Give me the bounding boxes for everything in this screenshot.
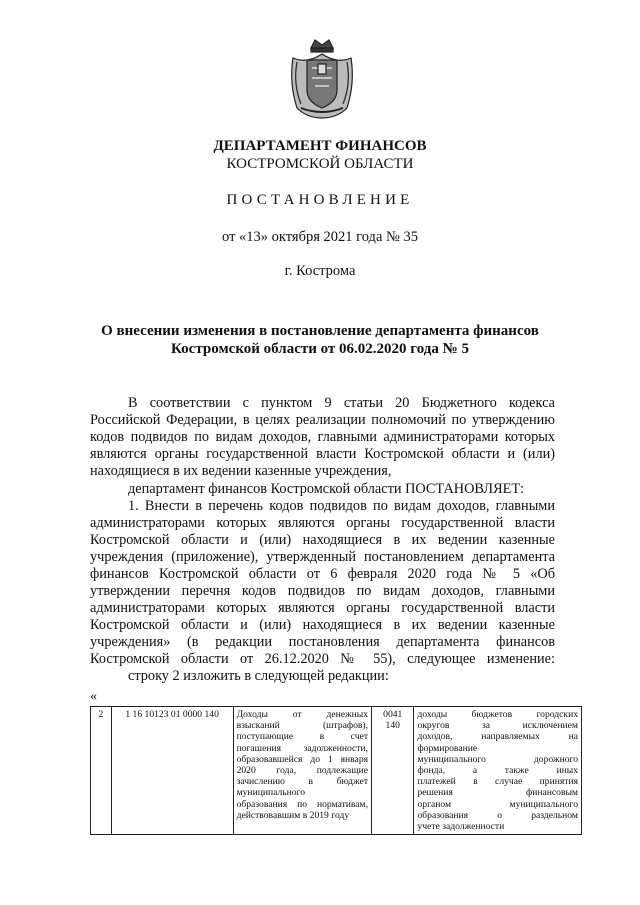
cell-line: муниципального дорожного (417, 753, 578, 765)
cell-line: платежей в случае принятия (417, 776, 578, 788)
cell-line: фонда, а также иных (417, 765, 578, 777)
body-line: финансов Костромской области от 6 февраля 2020 года № 5 «Об (90, 566, 555, 582)
subject-title-cont: Костромской области от 06.02.2020 года № 5 (171, 341, 469, 357)
cell-line: действовавшим в 2019 году (236, 809, 350, 821)
cell-line: поступающие в счет (236, 731, 369, 743)
body-line: администраторами которых являются органы государственной власти (90, 600, 555, 616)
cell-line: решения финансовым (417, 787, 578, 799)
subject-title: О внесении изменения в постановление департамента финансов (101, 323, 539, 339)
coat-of-arms-icon (287, 38, 357, 120)
body-line: 1. Внести в перечень кодов подвидов по видам доходов, главными (128, 498, 555, 514)
body-line: утверждении перечня кодов подвидов по видам доходов, главными (90, 583, 555, 599)
body-line: учреждения» (в редакции постановления департамента финансов (90, 634, 555, 650)
body-line: В соответствии с пунктом 9 статьи 20 Бюджетного кодекса (128, 395, 555, 411)
cell-line: доходов, направляемых на (417, 731, 578, 743)
cell-line: погашения задолженности, (236, 742, 369, 754)
subtype-description (414, 707, 582, 835)
cell-line: взысканий (штрафов), (236, 720, 369, 732)
body-line: строку 2 изложить в следующей редакции: (128, 668, 389, 684)
open-quote: « (90, 689, 97, 704)
cell-line: зачислению в бюджет (236, 776, 369, 788)
body-line: учреждения (приложение), утвержденный постановлением департамента (90, 549, 555, 565)
cell-line: учете задолженности (417, 821, 505, 833)
body-line: Костромской области и (или) находящиеся в их ведении казенные (90, 532, 555, 548)
body-line: являются органы государственной власти Костромской области и (или) (90, 446, 555, 462)
cell-line: Доходы от денежных (236, 709, 369, 720)
document-city: г. Кострома (284, 263, 356, 279)
body-line: кодов подвидов по видам доходов, главными администраторами которых (90, 429, 555, 445)
department-name: ДЕПАРТАМЕНТ ФИНАНСОВ (213, 138, 427, 154)
body-line: администраторами которых являются органы государственной власти (90, 515, 555, 531)
income-name (233, 707, 371, 835)
cell-line: образования о раздельном (417, 809, 578, 821)
cell-line: доходы бюджетов городских (417, 709, 578, 720)
cell-line: формирование (417, 742, 478, 754)
table-row (91, 707, 582, 835)
cell-line: 2020 года, подлежащие (236, 765, 369, 777)
cell-line: образовавшейся до 1 января (236, 753, 369, 765)
cell-line: органом муниципального (417, 798, 578, 810)
body-line: находящиеся в их ведении казенные учреждения, (90, 463, 392, 479)
subtype-code: 0041 140 (372, 707, 414, 835)
body-line: Костромской области от 26.12.2020 № 55), следующее изменение: (90, 651, 555, 667)
body-line: департамент финансов Костромской области ПОСТАНОВЛЯЕТ: (128, 481, 525, 497)
cell-line: образования по нормативам, (236, 798, 369, 810)
income-code: 1 16 10123 01 0000 140 (111, 707, 233, 835)
cell-line: округов за исключением (417, 720, 578, 732)
row-number: 2 (91, 707, 112, 835)
cell-line: муниципального (236, 787, 306, 799)
department-region: КОСТРОМСКОЙ ОБЛАСТИ (226, 156, 414, 172)
body-line: Российской Федерации, в целях реализации полномочий по утверждению (90, 412, 555, 428)
codes-table (90, 706, 582, 835)
body-line: Костромской области и (или) находящиеся в их ведении казенные (90, 617, 555, 633)
document-date: от «13» октября 2021 года № 35 (222, 229, 418, 245)
document-type: ПОСТАНОВЛЕНИЕ (226, 192, 414, 208)
